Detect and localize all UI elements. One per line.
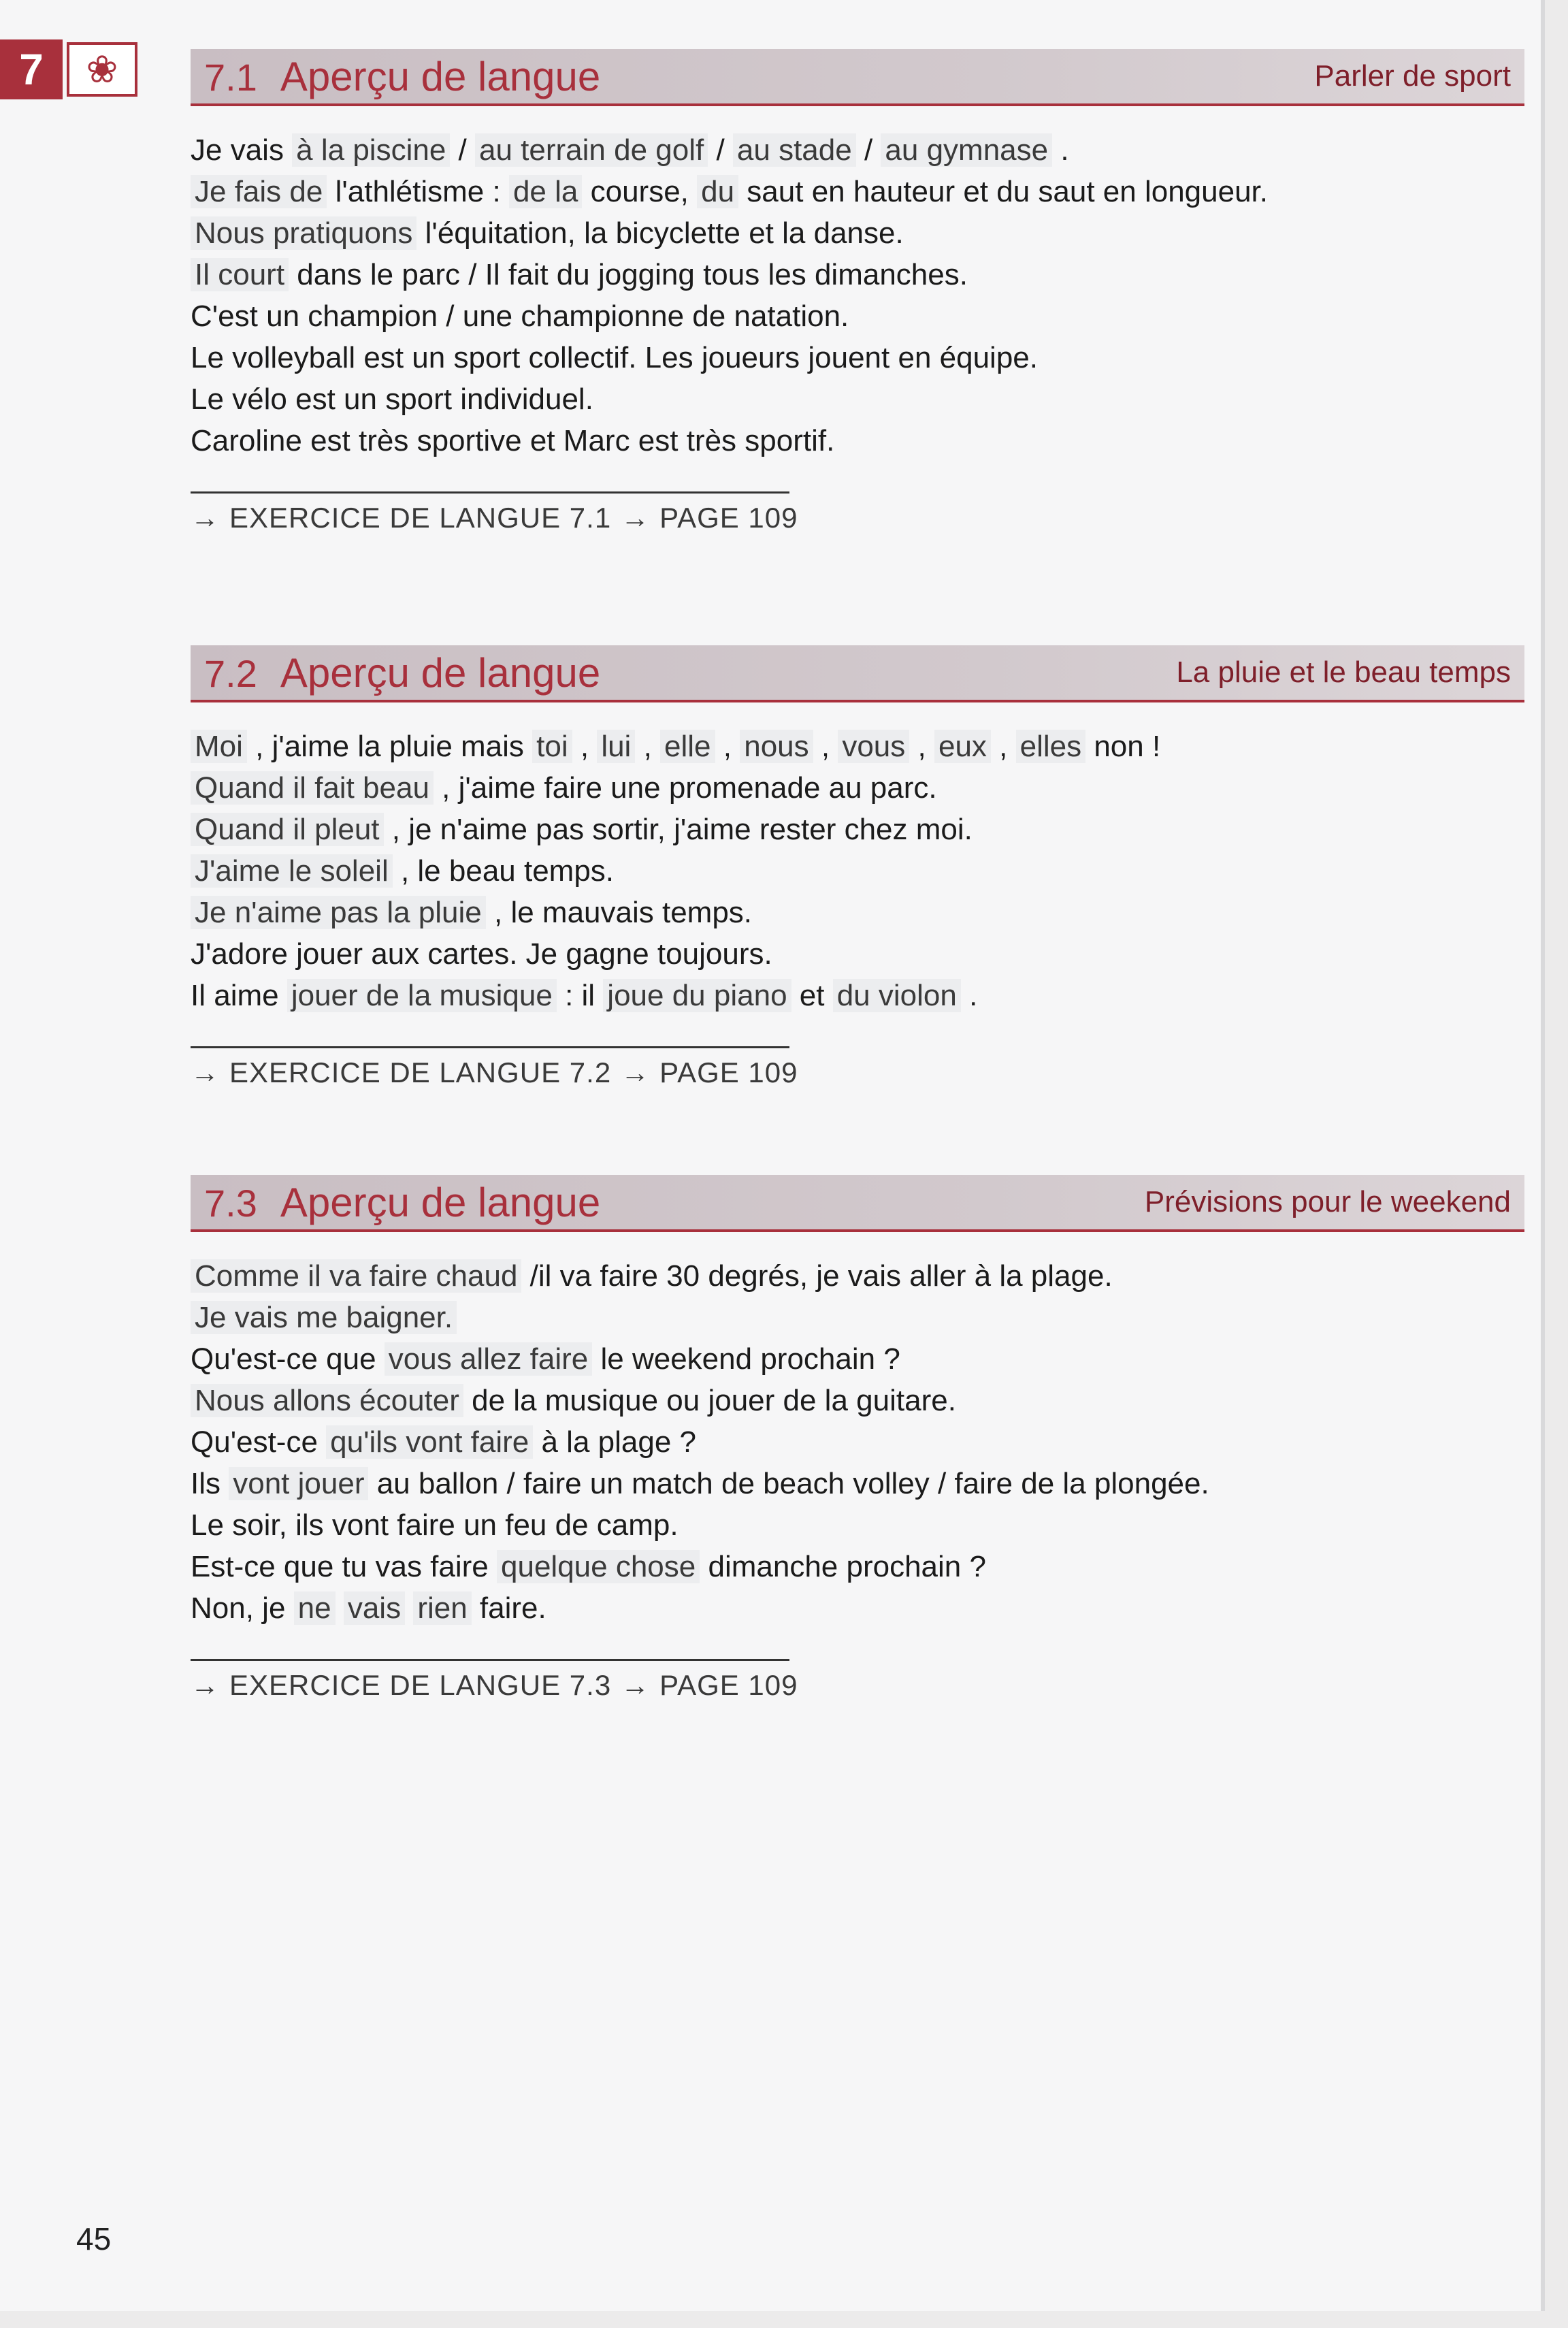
- example-sentences: [191, 726, 1524, 1016]
- sentence-text: , je n'aime pas sortir, j'aime rester chez moi.: [383, 813, 973, 846]
- sentence-line: [191, 1338, 1524, 1380]
- sentence-line: [191, 337, 1524, 378]
- sentence-line: [191, 1380, 1524, 1421]
- sentence-text: , j'aime la pluie mais: [246, 730, 533, 763]
- sentence-text: au ballon / faire un match de beach volley / faire de la plongée.: [368, 1467, 1209, 1500]
- section-topic: Parler de sport: [1314, 59, 1511, 93]
- exercise-link[interactable]: [191, 502, 1524, 534]
- sentence-text: , le beau temps.: [392, 854, 615, 888]
- section-number: 7.2: [204, 651, 257, 695]
- highlighted-phrase: vais: [344, 1591, 405, 1625]
- arrow-right-icon: →: [621, 502, 651, 534]
- highlighted-phrase: à la piscine: [292, 133, 450, 167]
- highlighted-phrase: ne: [294, 1591, 336, 1625]
- highlighted-phrase: elle: [660, 730, 715, 763]
- highlighted-phrase: nous: [740, 730, 813, 763]
- highlighted-phrase: J'aime le soleil: [191, 854, 393, 888]
- sentence-line: [191, 933, 1524, 975]
- sentence-text: Qu'est-ce: [191, 1425, 327, 1459]
- arrow-right-icon: →: [191, 1669, 220, 1701]
- section-topic: Prévisions pour le weekend: [1144, 1185, 1511, 1218]
- divider: [191, 1659, 789, 1661]
- chapter-number: 7: [0, 39, 63, 99]
- sentence-line: [191, 1297, 1524, 1338]
- sentence-text: [336, 1591, 344, 1625]
- sentence-text: Est-ce que tu vas faire: [191, 1550, 497, 1583]
- sentence-text: Non, je: [191, 1591, 294, 1625]
- sentence-text: Je vais: [191, 133, 293, 167]
- chapter-tab: [0, 39, 137, 99]
- highlighted-phrase: Nous allons écouter: [191, 1384, 463, 1417]
- sentence-text: /il va faire 30 degrés, je vais aller à la plage.: [521, 1259, 1113, 1293]
- example-sentences: [191, 1255, 1524, 1629]
- highlighted-phrase: de la: [509, 175, 582, 208]
- highlighted-phrase: rien: [413, 1591, 471, 1625]
- sentence-line: [191, 212, 1524, 254]
- sentence-text: à la plage ?: [533, 1425, 696, 1459]
- sentence-text: l'athlétisme :: [327, 175, 509, 208]
- sentence-text: le weekend prochain ?: [592, 1342, 900, 1376]
- arrow-right-icon: →: [191, 502, 220, 534]
- sentence-text: /: [450, 133, 475, 167]
- sentence-line: [191, 1463, 1524, 1504]
- highlighted-phrase: du: [697, 175, 738, 208]
- sentence-text: ,: [990, 730, 1016, 763]
- highlighted-phrase: au stade: [733, 133, 856, 167]
- highlighted-phrase: elles: [1016, 730, 1086, 763]
- sentence-line: [191, 254, 1524, 295]
- sentence-text: saut en hauteur et du saut en longueur.: [738, 175, 1269, 208]
- section-header: [191, 645, 1524, 702]
- sentence-line: [191, 1587, 1524, 1629]
- exercise-link[interactable]: [191, 1669, 1524, 1702]
- sentence-line: [191, 1421, 1524, 1463]
- sentence-text: ,: [635, 730, 661, 763]
- highlighted-phrase: Je n'aime pas la pluie: [191, 896, 486, 929]
- highlighted-phrase: qu'ils vont faire: [326, 1425, 533, 1459]
- sentence-text: ,: [572, 730, 598, 763]
- sentence-text: faire.: [471, 1591, 546, 1625]
- section-header: [191, 1175, 1524, 1232]
- highlighted-phrase: du violon: [833, 979, 961, 1012]
- sentence-text: : il: [556, 979, 604, 1012]
- section-title: Aperçu de langue: [280, 1179, 601, 1225]
- sentence-line: [191, 809, 1524, 850]
- sentence-line: [191, 129, 1524, 171]
- section-7-1: [191, 49, 1524, 534]
- sentence-text: Le soir, ils vont faire un feu de camp.: [191, 1508, 679, 1542]
- exercise-link[interactable]: [191, 1056, 1524, 1089]
- sentence-text: Le volleyball est un sport collectif. Les joueurs jouent en équipe.: [191, 341, 1038, 374]
- highlighted-phrase: Comme il va faire chaud: [191, 1259, 521, 1293]
- sentence-text: ,: [715, 730, 740, 763]
- highlighted-phrase: Quand il fait beau: [191, 771, 434, 805]
- divider: [191, 1046, 789, 1048]
- page-number: 45: [76, 2221, 112, 2257]
- sentence-text: [405, 1591, 413, 1625]
- sentence-text: ,: [909, 730, 934, 763]
- section-number: 7.1: [204, 55, 257, 99]
- sentence-text: dans le parc / Il fait du jogging tous les dimanches.: [289, 258, 968, 291]
- sentence-text: dimanche prochain ?: [700, 1550, 986, 1583]
- sentence-text: course,: [582, 175, 698, 208]
- sentence-text: Ils: [191, 1467, 229, 1500]
- section-7-2: [191, 645, 1524, 1089]
- section-7-3: [191, 1175, 1524, 1702]
- divider: [191, 491, 789, 494]
- sentence-line: [191, 378, 1524, 420]
- sentence-text: J'adore jouer aux cartes. Je gagne toujours.: [191, 937, 772, 971]
- section-header: [191, 49, 1524, 106]
- exercise-page: PAGE 109: [659, 1056, 798, 1088]
- highlighted-phrase: Il court: [191, 258, 289, 291]
- highlighted-phrase: vous allez faire: [385, 1342, 592, 1376]
- sentence-text: non !: [1085, 730, 1161, 763]
- sentence-text: , j'aime faire une promenade au parc.: [433, 771, 937, 805]
- sentence-text: ,: [813, 730, 838, 763]
- sentence-text: Qu'est-ce que: [191, 1342, 385, 1376]
- arrow-right-icon: →: [621, 1669, 651, 1701]
- highlighted-phrase: Moi: [191, 730, 247, 763]
- arrow-right-icon: →: [191, 1056, 220, 1088]
- sentence-text: Il aime: [191, 979, 287, 1012]
- section-number: 7.3: [204, 1181, 257, 1225]
- sentence-line: [191, 892, 1524, 933]
- sentence-text: Le vélo est un sport individuel.: [191, 383, 593, 416]
- exercise-label: EXERCICE DE LANGUE 7.1: [229, 502, 612, 534]
- highlighted-phrase: Nous pratiquons: [191, 216, 416, 250]
- sentence-line: [191, 726, 1524, 767]
- section-topic: La pluie et le beau temps: [1176, 656, 1511, 689]
- highlighted-phrase: jouer de la musique: [287, 979, 557, 1012]
- sentence-line: [191, 1546, 1524, 1587]
- sentence-line: [191, 295, 1524, 337]
- exercise-label: EXERCICE DE LANGUE 7.3: [229, 1669, 612, 1701]
- sentence-line: [191, 1255, 1524, 1297]
- exercise-page: PAGE 109: [659, 1669, 798, 1701]
- puzzle-icon: ❀: [67, 42, 137, 97]
- highlighted-phrase: au terrain de golf: [475, 133, 708, 167]
- section-title: Aperçu de langue: [280, 649, 601, 696]
- highlighted-phrase: Quand il pleut: [191, 813, 384, 846]
- sentence-text: , le mauvais temps.: [485, 896, 753, 929]
- sentence-text: /: [708, 133, 733, 167]
- highlighted-phrase: toi: [532, 730, 572, 763]
- sentence-text: de la musique ou jouer de la guitare.: [463, 1384, 956, 1417]
- sentence-text: C'est un champion / une championne de natation.: [191, 300, 849, 333]
- sentence-line: [191, 850, 1524, 892]
- example-sentences: [191, 129, 1524, 462]
- sentence-text: .: [960, 979, 978, 1012]
- highlighted-phrase: eux: [934, 730, 991, 763]
- highlighted-phrase: quelque chose: [497, 1550, 700, 1583]
- sentence-line: [191, 420, 1524, 462]
- exercise-page: PAGE 109: [659, 502, 798, 534]
- sentence-line: [191, 975, 1524, 1016]
- sentence-text: Caroline est très sportive et Marc est très sportif.: [191, 424, 835, 457]
- sentence-line: [191, 171, 1524, 212]
- sentence-text: et: [791, 979, 833, 1012]
- highlighted-phrase: joue du piano: [603, 979, 791, 1012]
- arrow-right-icon: →: [621, 1056, 651, 1088]
- sentence-line: [191, 767, 1524, 809]
- section-title: Aperçu de langue: [280, 53, 601, 99]
- exercise-label: EXERCICE DE LANGUE 7.2: [229, 1056, 612, 1088]
- highlighted-phrase: au gymnase: [881, 133, 1052, 167]
- highlighted-phrase: vont jouer: [229, 1467, 368, 1500]
- sentence-text: /: [855, 133, 881, 167]
- sentence-text: l'équitation, la bicyclette et la danse.: [416, 216, 904, 250]
- highlighted-phrase: lui: [597, 730, 635, 763]
- highlighted-phrase: vous: [838, 730, 909, 763]
- highlighted-phrase: Je vais me baigner.: [191, 1301, 457, 1334]
- sentence-line: [191, 1504, 1524, 1546]
- sentence-text: .: [1052, 133, 1069, 167]
- highlighted-phrase: Je fais de: [191, 175, 327, 208]
